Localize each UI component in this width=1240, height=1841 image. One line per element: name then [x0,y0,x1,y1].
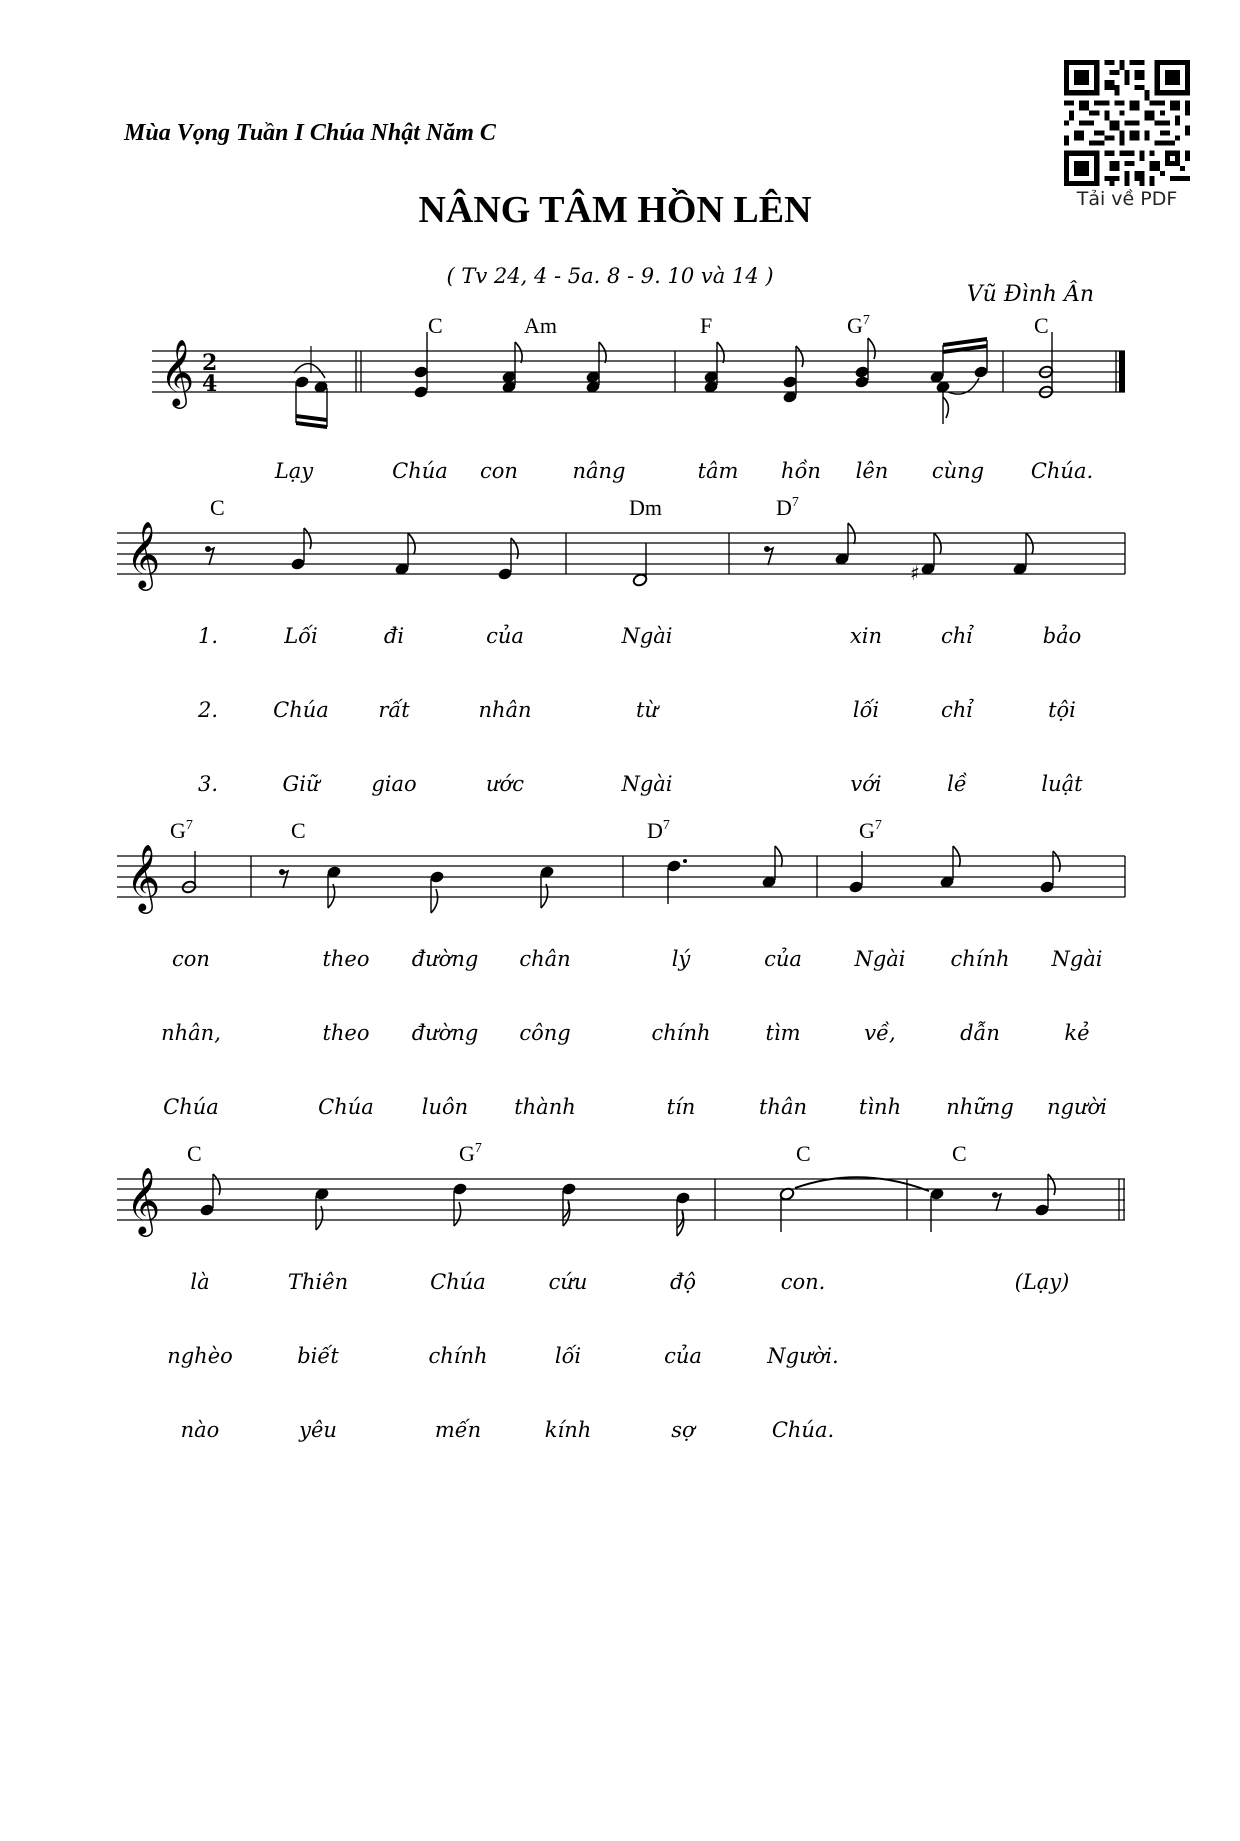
composer-name: Vũ Đình Ân [966,282,1094,307]
lyric-syllable: Giữ [282,772,320,796]
lyric-syllable: người [1047,1095,1107,1119]
lyric-syllable: lối [554,1344,582,1368]
lyric-syllable: tâm [697,459,739,483]
lyric-syllable: theo [322,947,370,971]
lyric-syllable: Chúa [163,1095,219,1119]
note-group [294,346,329,429]
lyric-syllable: Lối [284,624,318,648]
chord-symbol: $G^7$ [859,818,882,843]
chord-symbol: C [952,1141,967,1166]
lyric-syllable: đi [383,624,405,648]
treble-clef-icon: 𝄞 [126,1166,161,1234]
chord-symbol: C [428,313,443,338]
lyric-syllable: lý [671,947,691,971]
note-group [1038,332,1054,399]
song-title: NÂNG TÂM HỒN LÊN [418,189,812,231]
lyric-syllable: tìm [765,1021,801,1045]
lyric-syllable: tội [1048,698,1076,722]
lyric-syllable: công [519,1021,571,1045]
chord-symbol: $D^7$ [647,818,670,843]
lyric-syllable: Người. [767,1344,839,1368]
lyric-syllable: hồn [781,459,821,483]
lyric-syllable: kẻ [1064,1021,1090,1045]
lyric-syllable: lề [947,772,967,796]
note-group [413,332,429,399]
lyric-syllable: nghèo [167,1344,233,1368]
lyric-syllable: Ngài [854,947,906,971]
treble-clef-icon: 𝄞 [160,338,195,406]
lyric-syllable: từ [636,698,658,722]
liturgical-day-heading: Mùa Vọng Tuần I Chúa Nhật Năm C [124,120,496,146]
lyric-syllable: nhân [478,698,532,722]
chord-symbol: $D^7$ [776,495,799,520]
lyric-syllable: thân [758,1095,808,1119]
lyric-syllable: chỉ [940,624,974,648]
lyric-syllable: chỉ [940,698,974,722]
lyric-syllable: độ [669,1270,697,1294]
lyric-syllable: Chúa [392,459,448,483]
lyric-syllable: nâng [572,459,626,483]
psalm-reference: ( Tv 24, 4 - 5a. 8 - 9. 10 và 14 ) [446,264,774,288]
chord-symbol: Dm [629,495,662,520]
lyric-syllable: của [764,947,802,971]
lyric-syllable: thành [514,1095,576,1119]
lyric-syllable: con. [780,1270,826,1294]
lyrics [161,459,1107,1442]
lyric-syllable: Chúa [430,1270,486,1294]
lyric-syllable: tình [858,1095,902,1119]
lyric-syllable: chính [428,1344,488,1368]
lyric-syllable: Chúa. [1030,459,1094,483]
treble-clef-icon: 𝄞 [126,520,161,588]
sharp-icon: ♯ [910,561,920,585]
staff-system-4 [117,1166,1125,1237]
lyric-syllable: những [946,1095,1014,1119]
lyric-syllable: của [486,624,524,648]
lyric-syllable: nào [180,1418,220,1442]
lyric-syllable: Ngài [621,772,673,796]
chord-symbols [170,313,1049,1166]
staff-system-2 [117,520,1125,591]
lyric-syllable: tín [666,1095,696,1119]
lyric-syllable: (Lạy) [1014,1270,1070,1294]
svg-text:4: 4 [202,371,218,397]
lyric-syllable: 1. [197,624,219,648]
lyric-syllable: là [190,1270,210,1294]
lyric-syllable: chân [519,947,571,971]
lyric-syllable: luật [1041,772,1083,796]
lyric-syllable: 2. [197,698,219,722]
chord-symbol: $G^7$ [847,313,870,338]
lyric-syllable: chính [950,947,1010,971]
lyric-syllable: Chúa. [771,1418,835,1442]
note-group [854,337,989,424]
chord-symbol: C [1034,313,1049,338]
lyric-syllable: bảo [1042,624,1082,648]
svg-text:2: 2 [202,350,218,376]
lyric-syllable: lối [852,698,880,722]
staff-system-3 [117,843,1125,914]
lyric-syllable: Chúa [318,1095,374,1119]
lyric-syllable: con [172,947,210,971]
lyric-syllable: sợ [671,1418,695,1442]
lyric-syllable: luôn [421,1095,469,1119]
chord-symbol: C [796,1141,811,1166]
lyric-syllable: con [480,459,518,483]
lyric-syllable: Thiên [287,1270,349,1294]
chord-symbol: F [700,313,713,338]
lyric-syllable: Lạy [274,459,314,483]
lyric-syllable: 3. [197,772,219,796]
download-pdf-link[interactable]: Tải về PDF [1076,188,1178,210]
lyric-syllable: về, [864,1021,896,1045]
lyric-syllable: của [664,1344,702,1368]
lyric-syllable: biết [297,1344,339,1368]
lyric-syllable: rất [378,698,410,722]
chord-symbol: $G^7$ [170,818,193,843]
chord-symbol: $G^7$ [459,1141,482,1166]
chord-symbol: Am [524,313,557,338]
treble-clef-icon: 𝄞 [126,843,161,911]
time-signature [202,350,217,397]
lyric-syllable: giao [371,772,417,796]
lyric-syllable: Chúa [273,698,329,722]
lyric-syllable: cứu [548,1270,588,1294]
lyric-syllable: với [850,772,882,796]
lyric-syllable: ước [486,772,524,796]
lyric-syllable: xin [849,624,883,648]
chord-symbol: C [187,1141,202,1166]
lyric-syllable: chính [651,1021,711,1045]
lyric-syllable: cùng [931,459,985,483]
lyric-syllable: Ngài [621,624,673,648]
chord-symbol: C [291,818,306,843]
lyric-syllable: Ngài [1051,947,1103,971]
lyric-syllable: mến [434,1418,482,1442]
note-group [501,342,606,394]
lyric-syllable: lên [855,459,889,483]
lyric-syllable: đường [411,947,479,971]
lyric-syllable: dẫn [960,1021,1000,1045]
staff-system-1 [152,332,1125,429]
lyric-syllable: đường [411,1021,479,1045]
chord-symbol: C [210,495,225,520]
lyric-syllable: nhân, [161,1021,221,1045]
lyric-syllable: yêu [299,1418,337,1442]
lyric-syllable: theo [322,1021,370,1045]
lyric-syllable: kính [544,1418,592,1442]
